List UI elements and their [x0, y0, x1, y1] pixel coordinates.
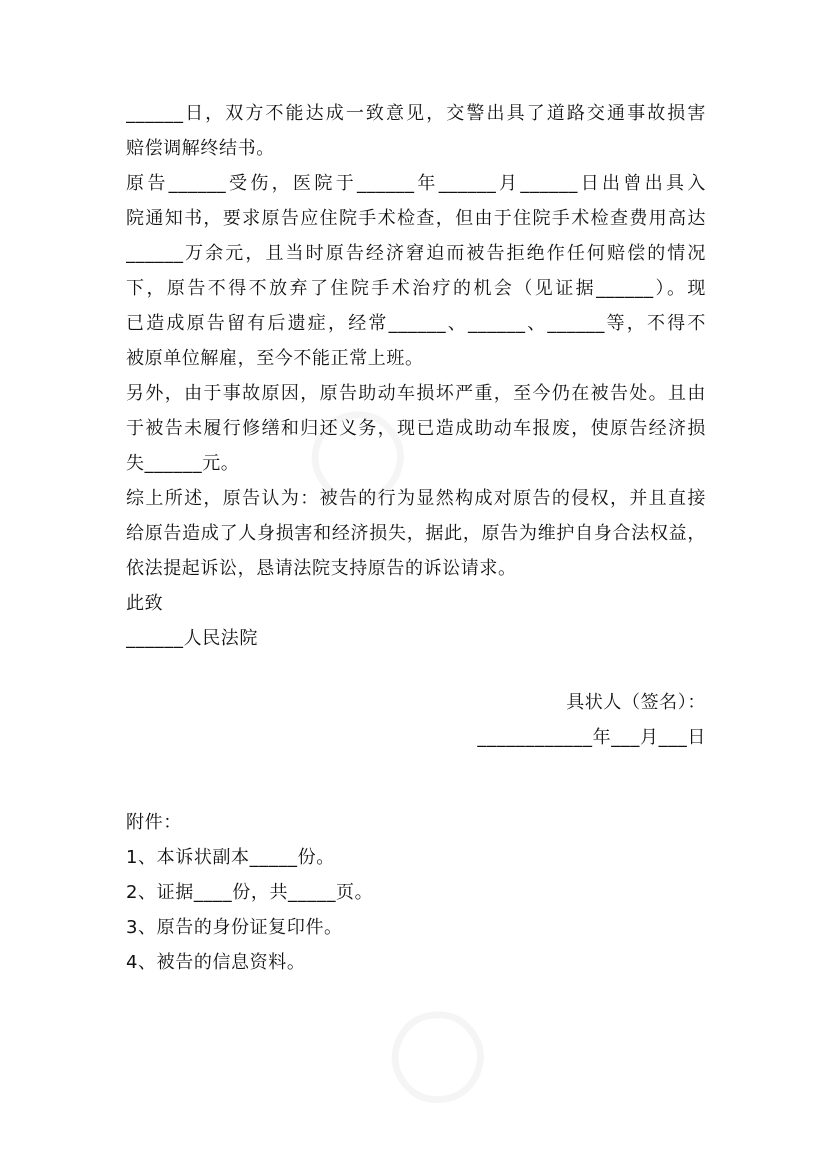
- attachment-item: 4、被告的信息资料。: [126, 952, 306, 973]
- body-line: ______万余元，且当时原告经济窘迫而被告拒绝作任何赔偿的情况: [126, 243, 706, 264]
- signature-date: ____________年___月___日: [477, 727, 706, 748]
- attachment-item: 2、证据____份，共_____页。: [126, 882, 374, 903]
- body-line: ______日，双方不能达成一致意见，交警出具了道路交通事故损害: [126, 103, 706, 124]
- document-body: [126, 96, 706, 980]
- body-line: 依法提起诉讼，恳请法院支持原告的诉讼请求。: [126, 558, 517, 579]
- body-line: 赔偿调解终结书。: [126, 138, 275, 159]
- body-line: 被原单位解雇，至今不能正常上班。: [126, 348, 424, 369]
- attachment-item: 1、本诉状副本_____份。: [126, 847, 335, 868]
- body-line: 给原告造成了人身损害和经济损失，据此，原告为维护自身合法权益，: [126, 523, 706, 544]
- court-name: ______人民法院: [126, 628, 258, 649]
- watermark: [350, 963, 516, 1137]
- signature-label: 具状人（签名）：: [566, 692, 706, 713]
- body-line: 综上所述，原告认为：被告的行为显然构成对原告的侵权，并且直接: [126, 488, 706, 509]
- body-line: 院通知书，要求原告应住院手术检查，但由于住院手术检查费用高达: [126, 208, 706, 229]
- body-line: 下，原告不得不放弃了住院手术治疗的机会（见证据______）。现: [126, 278, 706, 299]
- body-line: 已造成原告留有后遗症，经常______、______、______等，不得不: [126, 313, 706, 334]
- attachments-title: 附件：: [126, 812, 182, 833]
- body-line: 另外，由于事故原因，原告助动车损坏严重，至今仍在被告处。且由: [126, 383, 706, 404]
- salutation: 此致: [126, 593, 164, 614]
- body-line: 原告______受伤，医院于______年______月______日出曾出具入: [126, 173, 706, 194]
- body-line: 于被告未履行修缮和归还义务，现已造成助动车报废，使原告经济损: [126, 418, 706, 439]
- body-line: 失______元。: [126, 453, 240, 474]
- attachment-item: 3、原告的身份证复印件。: [126, 917, 343, 938]
